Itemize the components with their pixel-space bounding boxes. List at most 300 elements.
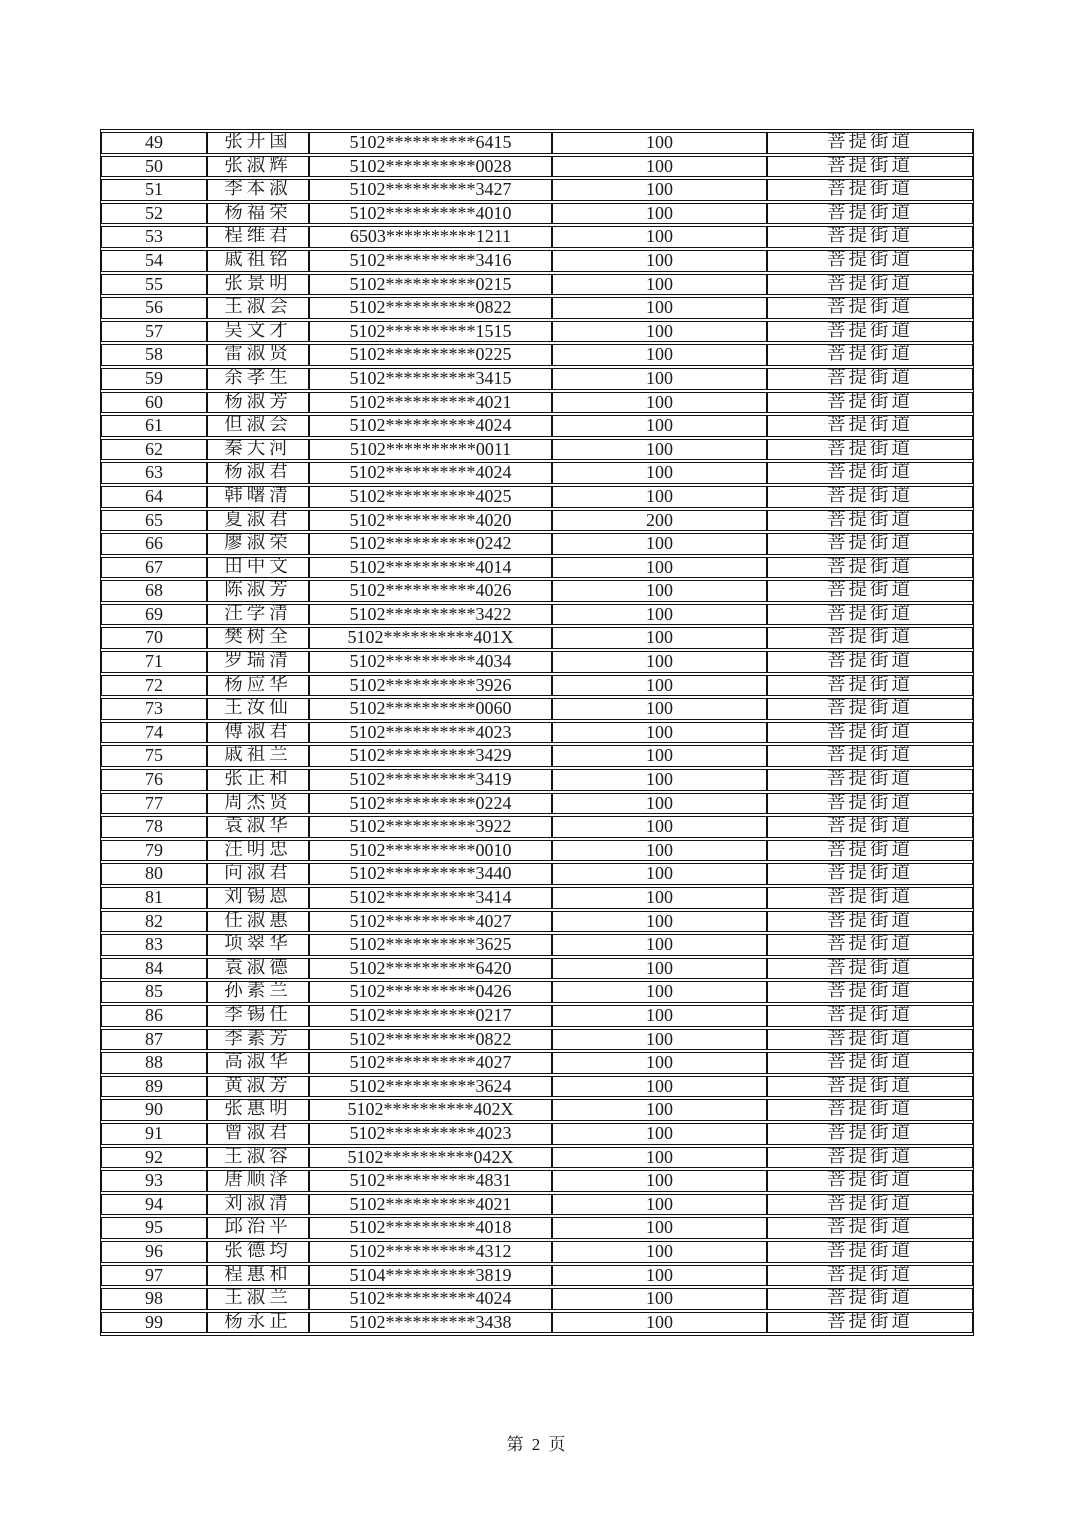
cell-serial-number: 91 bbox=[101, 1123, 207, 1145]
cell-id-number-masked: 5102**********0217 bbox=[309, 1005, 552, 1027]
table-row bbox=[101, 604, 973, 626]
cell-street-name: 菩提街道 bbox=[767, 887, 973, 909]
cell-street-name: 菩提街道 bbox=[767, 958, 973, 980]
cell-id-number-masked: 5102**********0224 bbox=[309, 793, 552, 815]
cell-street-name: 菩提街道 bbox=[767, 1312, 973, 1334]
cell-person-name: 张淑辉 bbox=[207, 156, 309, 178]
table-row bbox=[101, 1029, 973, 1051]
cell-person-name: 袁淑华 bbox=[207, 816, 309, 838]
table-row bbox=[101, 1288, 973, 1310]
cell-street-name: 菩提街道 bbox=[767, 722, 973, 744]
cell-id-number-masked: 5102**********3414 bbox=[309, 887, 552, 909]
table-row bbox=[101, 321, 973, 343]
table-row bbox=[101, 651, 973, 673]
cell-street-name: 菩提街道 bbox=[767, 840, 973, 862]
cell-person-name: 李本淑 bbox=[207, 179, 309, 201]
cell-serial-number: 76 bbox=[101, 769, 207, 791]
table-row bbox=[101, 840, 973, 862]
table-row bbox=[101, 1170, 973, 1192]
cell-amount: 100 bbox=[552, 1099, 767, 1121]
cell-amount: 100 bbox=[552, 627, 767, 649]
cell-street-name: 菩提街道 bbox=[767, 1194, 973, 1216]
cell-amount: 100 bbox=[552, 1123, 767, 1145]
cell-person-name: 杨永正 bbox=[207, 1312, 309, 1334]
cell-id-number-masked: 5102**********3415 bbox=[309, 368, 552, 390]
table-row bbox=[101, 793, 973, 815]
cell-serial-number: 74 bbox=[101, 722, 207, 744]
cell-person-name: 张景明 bbox=[207, 274, 309, 296]
table-row bbox=[101, 887, 973, 909]
table-row bbox=[101, 533, 973, 555]
cell-serial-number: 89 bbox=[101, 1076, 207, 1098]
cell-person-name: 王淑容 bbox=[207, 1147, 309, 1169]
cell-amount: 100 bbox=[552, 368, 767, 390]
table-row bbox=[101, 415, 973, 437]
cell-id-number-masked: 5102**********4027 bbox=[309, 1052, 552, 1074]
cell-person-name: 廖淑荣 bbox=[207, 533, 309, 555]
cell-person-name: 张开国 bbox=[207, 132, 309, 154]
table-row bbox=[101, 439, 973, 461]
cell-id-number-masked: 5102**********4014 bbox=[309, 557, 552, 579]
cell-serial-number: 98 bbox=[101, 1288, 207, 1310]
table-row bbox=[101, 1099, 973, 1121]
cell-street-name: 菩提街道 bbox=[767, 321, 973, 343]
cell-serial-number: 81 bbox=[101, 887, 207, 909]
cell-serial-number: 75 bbox=[101, 745, 207, 767]
table-row bbox=[101, 226, 973, 248]
table-row bbox=[101, 462, 973, 484]
cell-id-number-masked: 5102**********3440 bbox=[309, 863, 552, 885]
cell-street-name: 菩提街道 bbox=[767, 1265, 973, 1287]
table-row bbox=[101, 510, 973, 532]
cell-street-name: 菩提街道 bbox=[767, 793, 973, 815]
cell-person-name: 刘锡恩 bbox=[207, 887, 309, 909]
cell-amount: 100 bbox=[552, 675, 767, 697]
cell-serial-number: 67 bbox=[101, 557, 207, 579]
cell-id-number-masked: 5102**********3419 bbox=[309, 769, 552, 791]
cell-amount: 100 bbox=[552, 392, 767, 414]
table-row bbox=[101, 1312, 973, 1334]
cell-person-name: 高淑华 bbox=[207, 1052, 309, 1074]
cell-serial-number: 50 bbox=[101, 156, 207, 178]
cell-amount: 100 bbox=[552, 1147, 767, 1169]
cell-amount: 100 bbox=[552, 958, 767, 980]
table-row bbox=[101, 132, 973, 154]
cell-person-name: 黄淑芳 bbox=[207, 1076, 309, 1098]
cell-id-number-masked: 5102**********4312 bbox=[309, 1241, 552, 1263]
beneficiary-table bbox=[100, 129, 974, 1336]
page-footer bbox=[0, 1430, 1074, 1455]
cell-person-name: 杨福荣 bbox=[207, 203, 309, 225]
cell-street-name: 菩提街道 bbox=[767, 1029, 973, 1051]
table-row bbox=[101, 1147, 973, 1169]
cell-amount: 100 bbox=[552, 297, 767, 319]
cell-amount: 100 bbox=[552, 1076, 767, 1098]
cell-street-name: 菩提街道 bbox=[767, 604, 973, 626]
cell-amount: 100 bbox=[552, 1217, 767, 1239]
cell-street-name: 菩提街道 bbox=[767, 698, 973, 720]
cell-person-name: 陈淑芳 bbox=[207, 580, 309, 602]
cell-amount: 100 bbox=[552, 274, 767, 296]
cell-serial-number: 94 bbox=[101, 1194, 207, 1216]
cell-street-name: 菩提街道 bbox=[767, 179, 973, 201]
cell-street-name: 菩提街道 bbox=[767, 816, 973, 838]
cell-serial-number: 65 bbox=[101, 510, 207, 532]
table-row bbox=[101, 392, 973, 414]
cell-street-name: 菩提街道 bbox=[767, 745, 973, 767]
table-row bbox=[101, 958, 973, 980]
cell-amount: 100 bbox=[552, 651, 767, 673]
cell-person-name: 樊树全 bbox=[207, 627, 309, 649]
cell-street-name: 菩提街道 bbox=[767, 675, 973, 697]
table-row bbox=[101, 698, 973, 720]
cell-person-name: 王汝仙 bbox=[207, 698, 309, 720]
cell-serial-number: 84 bbox=[101, 958, 207, 980]
cell-amount: 100 bbox=[552, 745, 767, 767]
cell-amount: 100 bbox=[552, 557, 767, 579]
cell-person-name: 项翠华 bbox=[207, 934, 309, 956]
cell-street-name: 菩提街道 bbox=[767, 486, 973, 508]
cell-street-name: 菩提街道 bbox=[767, 344, 973, 366]
cell-serial-number: 56 bbox=[101, 297, 207, 319]
cell-person-name: 王淑兰 bbox=[207, 1288, 309, 1310]
table-row bbox=[101, 769, 973, 791]
cell-person-name: 雷淑贤 bbox=[207, 344, 309, 366]
cell-id-number-masked: 5102**********0822 bbox=[309, 297, 552, 319]
cell-street-name: 菩提街道 bbox=[767, 415, 973, 437]
cell-street-name: 菩提街道 bbox=[767, 392, 973, 414]
cell-person-name: 张惠明 bbox=[207, 1099, 309, 1121]
table-row bbox=[101, 722, 973, 744]
table-row bbox=[101, 745, 973, 767]
cell-person-name: 韩曙清 bbox=[207, 486, 309, 508]
cell-serial-number: 88 bbox=[101, 1052, 207, 1074]
cell-id-number-masked: 5102**********0215 bbox=[309, 274, 552, 296]
cell-serial-number: 60 bbox=[101, 392, 207, 414]
cell-street-name: 菩提街道 bbox=[767, 1170, 973, 1192]
cell-serial-number: 85 bbox=[101, 981, 207, 1003]
table-row bbox=[101, 1005, 973, 1027]
cell-serial-number: 80 bbox=[101, 863, 207, 885]
cell-person-name: 夏淑君 bbox=[207, 510, 309, 532]
cell-amount: 100 bbox=[552, 604, 767, 626]
cell-id-number-masked: 5102**********402X bbox=[309, 1099, 552, 1121]
cell-serial-number: 55 bbox=[101, 274, 207, 296]
cell-street-name: 菩提街道 bbox=[767, 911, 973, 933]
cell-street-name: 菩提街道 bbox=[767, 1052, 973, 1074]
cell-street-name: 菩提街道 bbox=[767, 1217, 973, 1239]
cell-id-number-masked: 5102**********0242 bbox=[309, 533, 552, 555]
cell-amount: 100 bbox=[552, 1005, 767, 1027]
cell-amount: 100 bbox=[552, 226, 767, 248]
cell-id-number-masked: 5102**********4026 bbox=[309, 580, 552, 602]
cell-person-name: 杨应华 bbox=[207, 675, 309, 697]
cell-street-name: 菩提街道 bbox=[767, 274, 973, 296]
cell-amount: 100 bbox=[552, 132, 767, 154]
cell-amount: 200 bbox=[552, 510, 767, 532]
cell-person-name: 余孝生 bbox=[207, 368, 309, 390]
cell-serial-number: 53 bbox=[101, 226, 207, 248]
cell-person-name: 孙素兰 bbox=[207, 981, 309, 1003]
cell-serial-number: 52 bbox=[101, 203, 207, 225]
table-row bbox=[101, 981, 973, 1003]
cell-person-name: 唐顺泽 bbox=[207, 1170, 309, 1192]
cell-serial-number: 92 bbox=[101, 1147, 207, 1169]
cell-street-name: 菩提街道 bbox=[767, 203, 973, 225]
cell-street-name: 菩提街道 bbox=[767, 1005, 973, 1027]
cell-id-number-masked: 5102**********4010 bbox=[309, 203, 552, 225]
cell-person-name: 戚祖兰 bbox=[207, 745, 309, 767]
table-row bbox=[101, 557, 973, 579]
cell-person-name: 汪学清 bbox=[207, 604, 309, 626]
cell-street-name: 菩提街道 bbox=[767, 1241, 973, 1263]
cell-amount: 100 bbox=[552, 698, 767, 720]
cell-street-name: 菩提街道 bbox=[767, 510, 973, 532]
cell-amount: 100 bbox=[552, 722, 767, 744]
cell-serial-number: 64 bbox=[101, 486, 207, 508]
cell-id-number-masked: 5102**********042X bbox=[309, 1147, 552, 1169]
table-row bbox=[101, 203, 973, 225]
table-row bbox=[101, 1123, 973, 1145]
cell-person-name: 李锡任 bbox=[207, 1005, 309, 1027]
cell-id-number-masked: 5102**********4025 bbox=[309, 486, 552, 508]
cell-amount: 100 bbox=[552, 793, 767, 815]
cell-amount: 100 bbox=[552, 1194, 767, 1216]
cell-street-name: 菩提街道 bbox=[767, 1076, 973, 1098]
cell-person-name: 王淑会 bbox=[207, 297, 309, 319]
cell-serial-number: 82 bbox=[101, 911, 207, 933]
cell-person-name: 李素芳 bbox=[207, 1029, 309, 1051]
cell-serial-number: 63 bbox=[101, 462, 207, 484]
table-row bbox=[101, 1241, 973, 1263]
cell-id-number-masked: 6503**********1211 bbox=[309, 226, 552, 248]
cell-id-number-masked: 5102**********4034 bbox=[309, 651, 552, 673]
table-row bbox=[101, 1052, 973, 1074]
table-row bbox=[101, 1265, 973, 1287]
cell-person-name: 程维君 bbox=[207, 226, 309, 248]
cell-amount: 100 bbox=[552, 887, 767, 909]
cell-amount: 100 bbox=[552, 415, 767, 437]
cell-amount: 100 bbox=[552, 344, 767, 366]
cell-amount: 100 bbox=[552, 769, 767, 791]
cell-id-number-masked: 5102**********0028 bbox=[309, 156, 552, 178]
table-row bbox=[101, 816, 973, 838]
cell-id-number-masked: 5102**********3625 bbox=[309, 934, 552, 956]
cell-id-number-masked: 5102**********6415 bbox=[309, 132, 552, 154]
cell-amount: 100 bbox=[552, 863, 767, 885]
cell-street-name: 菩提街道 bbox=[767, 132, 973, 154]
cell-serial-number: 87 bbox=[101, 1029, 207, 1051]
cell-person-name: 汪明忠 bbox=[207, 840, 309, 862]
cell-serial-number: 79 bbox=[101, 840, 207, 862]
cell-serial-number: 66 bbox=[101, 533, 207, 555]
cell-amount: 100 bbox=[552, 911, 767, 933]
cell-serial-number: 83 bbox=[101, 934, 207, 956]
cell-person-name: 秦大河 bbox=[207, 439, 309, 461]
cell-id-number-masked: 5102**********4024 bbox=[309, 1288, 552, 1310]
table-body bbox=[101, 132, 973, 1333]
cell-id-number-masked: 5102**********3427 bbox=[309, 179, 552, 201]
cell-amount: 100 bbox=[552, 1241, 767, 1263]
cell-person-name: 任淑惠 bbox=[207, 911, 309, 933]
cell-street-name: 菩提街道 bbox=[767, 462, 973, 484]
cell-street-name: 菩提街道 bbox=[767, 533, 973, 555]
cell-person-name: 吴文才 bbox=[207, 321, 309, 343]
cell-id-number-masked: 5102**********4831 bbox=[309, 1170, 552, 1192]
cell-street-name: 菩提街道 bbox=[767, 1147, 973, 1169]
cell-amount: 100 bbox=[552, 156, 767, 178]
cell-serial-number: 70 bbox=[101, 627, 207, 649]
cell-person-name: 杨淑芳 bbox=[207, 392, 309, 414]
cell-street-name: 菩提街道 bbox=[767, 769, 973, 791]
cell-person-name: 张德均 bbox=[207, 1241, 309, 1263]
cell-id-number-masked: 5102**********4023 bbox=[309, 1123, 552, 1145]
cell-person-name: 但淑会 bbox=[207, 415, 309, 437]
cell-id-number-masked: 5102**********4027 bbox=[309, 911, 552, 933]
cell-person-name: 罗瑞清 bbox=[207, 651, 309, 673]
cell-street-name: 菩提街道 bbox=[767, 297, 973, 319]
cell-person-name: 周杰贤 bbox=[207, 793, 309, 815]
cell-serial-number: 57 bbox=[101, 321, 207, 343]
cell-id-number-masked: 5104**********3819 bbox=[309, 1265, 552, 1287]
cell-serial-number: 97 bbox=[101, 1265, 207, 1287]
cell-amount: 100 bbox=[552, 439, 767, 461]
cell-serial-number: 58 bbox=[101, 344, 207, 366]
cell-street-name: 菩提街道 bbox=[767, 981, 973, 1003]
cell-id-number-masked: 5102**********1515 bbox=[309, 321, 552, 343]
cell-serial-number: 59 bbox=[101, 368, 207, 390]
cell-serial-number: 69 bbox=[101, 604, 207, 626]
cell-id-number-masked: 5102**********6420 bbox=[309, 958, 552, 980]
cell-amount: 100 bbox=[552, 321, 767, 343]
cell-amount: 100 bbox=[552, 179, 767, 201]
cell-id-number-masked: 5102**********0426 bbox=[309, 981, 552, 1003]
cell-amount: 100 bbox=[552, 580, 767, 602]
cell-serial-number: 95 bbox=[101, 1217, 207, 1239]
cell-amount: 100 bbox=[552, 1052, 767, 1074]
cell-id-number-masked: 5102**********401X bbox=[309, 627, 552, 649]
table-row bbox=[101, 1217, 973, 1239]
cell-id-number-masked: 5102**********4021 bbox=[309, 392, 552, 414]
cell-street-name: 菩提街道 bbox=[767, 580, 973, 602]
cell-amount: 100 bbox=[552, 934, 767, 956]
cell-street-name: 菩提街道 bbox=[767, 627, 973, 649]
table-row bbox=[101, 934, 973, 956]
cell-person-name: 向淑君 bbox=[207, 863, 309, 885]
cell-person-name: 袁淑德 bbox=[207, 958, 309, 980]
page-number-label: 第 2 页 bbox=[506, 1435, 568, 1454]
cell-person-name: 张正和 bbox=[207, 769, 309, 791]
table-row bbox=[101, 297, 973, 319]
cell-serial-number: 54 bbox=[101, 250, 207, 272]
cell-street-name: 菩提街道 bbox=[767, 557, 973, 579]
table-row bbox=[101, 486, 973, 508]
cell-id-number-masked: 5102**********3438 bbox=[309, 1312, 552, 1334]
cell-id-number-masked: 5102**********0822 bbox=[309, 1029, 552, 1051]
table-row bbox=[101, 1076, 973, 1098]
table-row bbox=[101, 863, 973, 885]
cell-id-number-masked: 5102**********4023 bbox=[309, 722, 552, 744]
cell-serial-number: 86 bbox=[101, 1005, 207, 1027]
cell-id-number-masked: 5102**********0011 bbox=[309, 439, 552, 461]
cell-id-number-masked: 5102**********0010 bbox=[309, 840, 552, 862]
cell-amount: 100 bbox=[552, 1170, 767, 1192]
cell-id-number-masked: 5102**********0225 bbox=[309, 344, 552, 366]
cell-amount: 100 bbox=[552, 203, 767, 225]
table-row bbox=[101, 274, 973, 296]
cell-street-name: 菩提街道 bbox=[767, 156, 973, 178]
cell-person-name: 程惠和 bbox=[207, 1265, 309, 1287]
cell-person-name: 傅淑君 bbox=[207, 722, 309, 744]
cell-serial-number: 51 bbox=[101, 179, 207, 201]
cell-person-name: 刘淑清 bbox=[207, 1194, 309, 1216]
cell-serial-number: 93 bbox=[101, 1170, 207, 1192]
cell-street-name: 菩提街道 bbox=[767, 651, 973, 673]
cell-id-number-masked: 5102**********4024 bbox=[309, 462, 552, 484]
cell-serial-number: 62 bbox=[101, 439, 207, 461]
cell-serial-number: 61 bbox=[101, 415, 207, 437]
cell-serial-number: 99 bbox=[101, 1312, 207, 1334]
cell-serial-number: 72 bbox=[101, 675, 207, 697]
cell-amount: 100 bbox=[552, 981, 767, 1003]
table-row bbox=[101, 1194, 973, 1216]
cell-id-number-masked: 5102**********4024 bbox=[309, 415, 552, 437]
cell-amount: 100 bbox=[552, 1029, 767, 1051]
table-row bbox=[101, 179, 973, 201]
cell-serial-number: 78 bbox=[101, 816, 207, 838]
table-row bbox=[101, 675, 973, 697]
cell-amount: 100 bbox=[552, 533, 767, 555]
cell-amount: 100 bbox=[552, 1265, 767, 1287]
cell-id-number-masked: 5102**********3624 bbox=[309, 1076, 552, 1098]
cell-serial-number: 77 bbox=[101, 793, 207, 815]
cell-person-name: 戚祖铭 bbox=[207, 250, 309, 272]
cell-street-name: 菩提街道 bbox=[767, 1123, 973, 1145]
cell-amount: 100 bbox=[552, 840, 767, 862]
cell-id-number-masked: 5102**********4020 bbox=[309, 510, 552, 532]
cell-amount: 100 bbox=[552, 1312, 767, 1334]
cell-person-name: 邱治平 bbox=[207, 1217, 309, 1239]
table-row bbox=[101, 156, 973, 178]
cell-street-name: 菩提街道 bbox=[767, 439, 973, 461]
table-row bbox=[101, 580, 973, 602]
cell-street-name: 菩提街道 bbox=[767, 934, 973, 956]
cell-street-name: 菩提街道 bbox=[767, 1099, 973, 1121]
cell-street-name: 菩提街道 bbox=[767, 226, 973, 248]
cell-serial-number: 71 bbox=[101, 651, 207, 673]
cell-amount: 100 bbox=[552, 462, 767, 484]
cell-serial-number: 96 bbox=[101, 1241, 207, 1263]
cell-serial-number: 73 bbox=[101, 698, 207, 720]
cell-id-number-masked: 5102**********3922 bbox=[309, 816, 552, 838]
cell-street-name: 菩提街道 bbox=[767, 863, 973, 885]
cell-amount: 100 bbox=[552, 250, 767, 272]
cell-amount: 100 bbox=[552, 816, 767, 838]
cell-person-name: 田中文 bbox=[207, 557, 309, 579]
table-row bbox=[101, 344, 973, 366]
cell-street-name: 菩提街道 bbox=[767, 1288, 973, 1310]
cell-street-name: 菩提街道 bbox=[767, 250, 973, 272]
cell-id-number-masked: 5102**********3416 bbox=[309, 250, 552, 272]
table-row bbox=[101, 368, 973, 390]
cell-id-number-masked: 5102**********4018 bbox=[309, 1217, 552, 1239]
table-row bbox=[101, 911, 973, 933]
cell-id-number-masked: 5102**********3926 bbox=[309, 675, 552, 697]
cell-id-number-masked: 5102**********4021 bbox=[309, 1194, 552, 1216]
cell-serial-number: 49 bbox=[101, 132, 207, 154]
cell-serial-number: 90 bbox=[101, 1099, 207, 1121]
table-row bbox=[101, 627, 973, 649]
